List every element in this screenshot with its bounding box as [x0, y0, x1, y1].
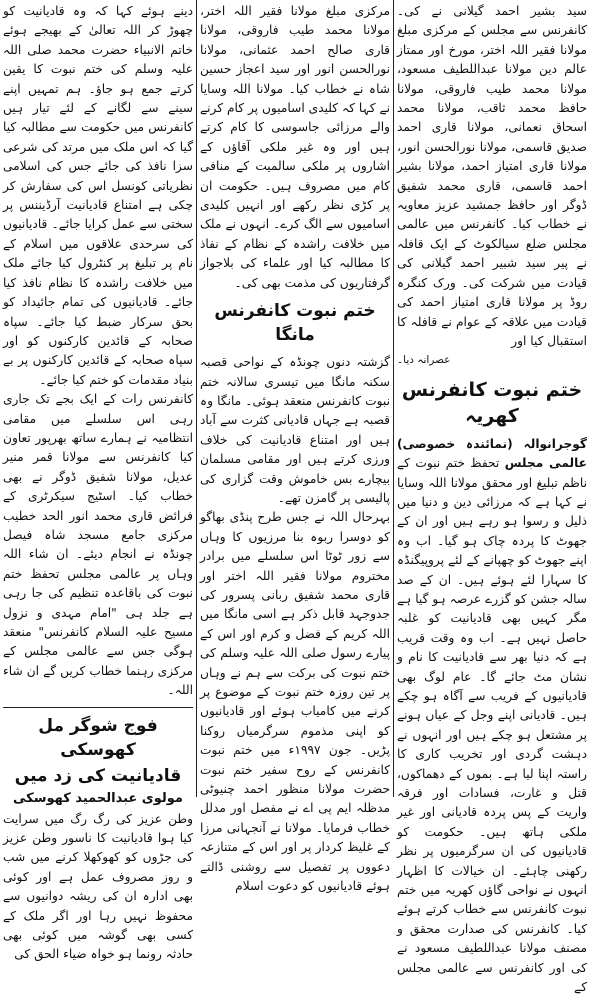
headline-khariya-conference: ختم نبوت کانفرنس کھریہ	[401, 378, 583, 427]
headline-fauji-sugar-mill: فوج شوگر مل کھوسکی	[38, 715, 158, 760]
article-manga-intro: گزشتہ دنوں چونڈہ کے نواحی قصبہ سکنہ مانگا میں تیسری سالانہ ختم نبوت کانفرنس منعقد ہوئی۔ مانگا وہ قصبہ ہے جہاں قادیانی کثرت سے آباد ہیں اور امتناع قادیانیت کی خلاف ورزی کرتے ہیں اور مقامی مسلمان بیچارے بس خاموش وقت گزاری کی پالیسی پر گامزن تھے۔	[200, 355, 390, 505]
column-divider	[196, 0, 197, 797]
article-khoski-body: وطن عزیز کی رگ رگ میں سرایت کیا ہوا قادیانیت کا ناسور وطن عزیز کی جڑوں کو کھوکھلا کرنے میں شب و روز مصروف عمل ہے اور کوئی بھی ادارہ ان کی ریشہ دوانیوں سے محفوظ نہیں رہا اور اگر ملک کے کسی بھی گوشہ میں کوئی بھی حادثہ رونما ہو خواہ ضیاء الحق کی	[3, 811, 193, 962]
column-right	[394, 0, 590, 995]
article-khariya-text: تحفظ ختم نبوت کے ناظم تبلیغ اور محقق مولانا اللہ وسایا نے کہا ہے کہ مرزائی دین و دنیا میں ذلیل و رسوا ہو رہے ہیں اور ان کے جھوٹ کا پردہ چاک ہو گیا۔ اب وہ اپنے جھوٹ کو چھپانے کے لئے پروپیگنڈہ کا سہارا لئے ہوئے ہیں۔ ان کے صد سالہ جشن کو گزرے عرصہ ہو گیا ہے مگر کہیں بھی قادیانیت کو غلبہ حاصل نہیں ہے۔ اب وہ وقت قریب ہے کہ دنیا بھر سے قادیانیت کا نام و نشان مٹ جائے گا۔ عام لوگ بھی قادیانیوں کے فریب سے آگاہ ہو چکے ہیں۔ قادیانی اپنے وجل کے عیاں ہونے پر مشتعل ہو چکے ہیں اور انہوں نے دہشت گردی اور تخریب کاری کا راستہ اپنا لیا ہے۔ بموں کے دھماکوں، قتل و غارت، فسادات اور فرقہ واریت کے پس پردہ قادیانی اور غیر ملکی ہاتھ ہیں۔ حکومت کو قادیانیوں کی ان سرگرمیوں پر نظر رکھنی چاہئے۔ ان خیالات کا اظہار انہوں نے نواحی گاؤں کھریہ میں ختم نبوت کانفرنس سے خطاب کرتے ہوئے کیا۔ کانفرنس کی صدارت محقق و مصنف مولانا عبداللطیف مسعود نے کی اور کانفرنس سے عالمی مجلس کے	[397, 456, 587, 995]
dateline: عصرانہ دیا۔	[397, 354, 451, 367]
article-manga-continuation: دینے ہوئے کہا کہ وہ قادیانیت کو چھوڑ کر اللہ تعالیٰ کے بھیجے ہوئے خاتم الانبیاء حضرت محمد صلی اللہ علیہ وسلم کی ختم نبوت کا یقین کرتے جمع ہو جاؤ۔ ہم تمہیں اپنے سینے سے لگانے کے لئے تیار ہیں کانفرنس میں حکومت سے مطالبہ کیا گیا کہ اس ملک میں مرتد کی شرعی سزا نافذ کی جائے جس کی اسلامی نظریاتی کونسل اس کی سفارش کر چکی ہے امتناع قادیانیت آرڈیننس پر سختی سے عمل کرایا جائے۔ قادیانیوں کی سرحدی علاقوں میں اسلام کے نام پر تبلیغ پر کنٹرول کیا جائے ملک میں خلافت راشدہ کا نظام نافذ کیا جائے۔ قادیانیوں کی تمام جائیداد کو بحق سرکار ضبط کیا جائے۔ سپاہ صحابہ کے قائدین کارکنوں کو اور سپاہ صحابہ کے قائدین کارکنوں پر بے بنیاد مقدمات کو ختم کیا جائے۔	[3, 4, 193, 387]
section-separator	[3, 707, 193, 708]
article-manga-conclusion: کانفرنس رات کے ایک بجے تک جاری رہی اس سلسلے میں مقامی انتظامیہ نے ہمارے ساتھ بھرپور تعاون کیا کانفرنس سے مولانا قمر منیر عدیل، مولانا شفیق ڈوگر نے بھی خطاب کیا۔ اسٹیج سیکرٹری کے فرائض قاری محمد انور الحد خطیب مرکزی جامع مسجد شاہ فیصل چونڈہ نے انجام دیئے۔ ان شاء اللہ وہاں پر عالمی مجلس تحفظ ختم نبوت کی باقاعدہ تنظیم کی جا رہی ہے جلد ہی "امام مہدی و نزول مسیح علیہ السلام کانفرنس" منعقد ہوگی جس سے عالمی مجلس کے مرکزی رہنما خطاب کریں گے ان شاء اللہ۔	[3, 392, 193, 698]
article-lead: گوجرانوالہ (نمائندہ خصوصی) عالمی مجلس	[397, 436, 587, 471]
column-middle	[197, 0, 393, 894]
column-divider	[393, 0, 394, 797]
byline: مولوی عبدالحمید کھوسکی	[13, 790, 183, 806]
column-left	[0, 0, 196, 962]
article-continuation-text: سید بشیر احمد گیلانی نے کی۔ کانفرنس سے مجلس کے مرکزی مبلغ مولانا فقیر اللہ اختر، مورخ اور ممتاز عالم دین مولانا عبداللطیف مسعود، مولانا محمد طیب فاروقی، مولانا حافظ محمد ثاقب، مولانا محمد اسحاق نعمانی، مولانا قاری احمد صدیق قاسمی، مولانا نورالحسن انور، مولانا قاری امتیاز احمد، مولانا بشیر احمد قاسمی، قاری محمد شفیق ڈوگر اور حافظ جمشید عزیز معاویہ نے خطاب کیا۔ کانفرنس میں عالمی مجلس ضلع سیالکوٹ کے ایک قافلہ نے پیر سید شبیر احمد گیلانی کی قیادت میں شرکت کی۔ ورک کنگرہ روڈ پر مولانا قاری امتیاز احمد کی قیادت میں علاقہ کے عوام نے قافلہ کا استقبال کیا اور	[397, 4, 587, 348]
article-manga-body: بہرحال اللہ نے جس طرح پنڈی بھاگو کو دوسرا ربوہ بنا مرزیوں کا وہاں سے زور ٹوٹا اس سلسلے میں برادر مختروم مولانا فقیر اللہ اختر اور قاری محمد شفیق ربانی پسرور کی جدوجہد قابل ذکر ہے اسی مانگا میں اللہ کریم کے فضل و کرم اور اس کے پیارے رسول صلی اللہ علیہ وسلم کی ختم نبوت کی برکت سے ہم نے وہاں پر تین روزہ ختم نبوت کے موضوع پر کرنے میں کامیاب ہوئے اور قادیانیوں کو اپنی مذموم سرگرمیاں روکنا پڑیں۔ جون ۱۹۹۷ء میں ختم نبوت کانفرنس کے روح سفیر ختم نبوت حضرت مولانا منظور احمد چنیوٹی مدظلہ ایم پی اے نے مفصل اور مدلل خطاب فرمایا۔ مولانا نے آنجہانی مرزا کے غلیظ کردار پر اور اس کے متنازعہ دعووں پر تفصیل سے روشنی ڈالتے ہوئے قادیانیوں کو دعوت اسلام	[200, 510, 390, 894]
article-khariya-continuation: مرکزی مبلغ مولانا فقیر اللہ اختر، مولانا محمد طیب فاروقی، مولانا قاری صالح احمد عثمانی، مولانا نورالحسن انور اور سید اعجاز حسین شاہ نے خطاب کیا۔ مولانا اللہ وسایا نے کہا کہ کلیدی اسامیوں پر کام کرنے والے مرزائی جاسوسی کا کام کرتے ہیں اور وہ غیر ملکی آقاؤں کے اشاروں پر ملکی سالمیت کے منافی کام میں مصروف ہیں۔ حکومت ان پر کڑی نظر رکھے اور انہیں کلیدی اسامیوں سے الگ کرے۔ انہوں نے ملک میں خلافت راشدہ کے نظام کے نفاذ کا مطالبہ کیا اور علماء کی بلاجواز گرفتاریوں کی مذمت بھی کی۔	[200, 4, 390, 290]
headline-manga-conference: ختم نبوت کانفرنس مانگا	[214, 301, 376, 346]
article-khariya-body	[397, 435, 587, 998]
subheadline-qadianiyat: قادیانیت کی زد میں	[14, 765, 182, 786]
